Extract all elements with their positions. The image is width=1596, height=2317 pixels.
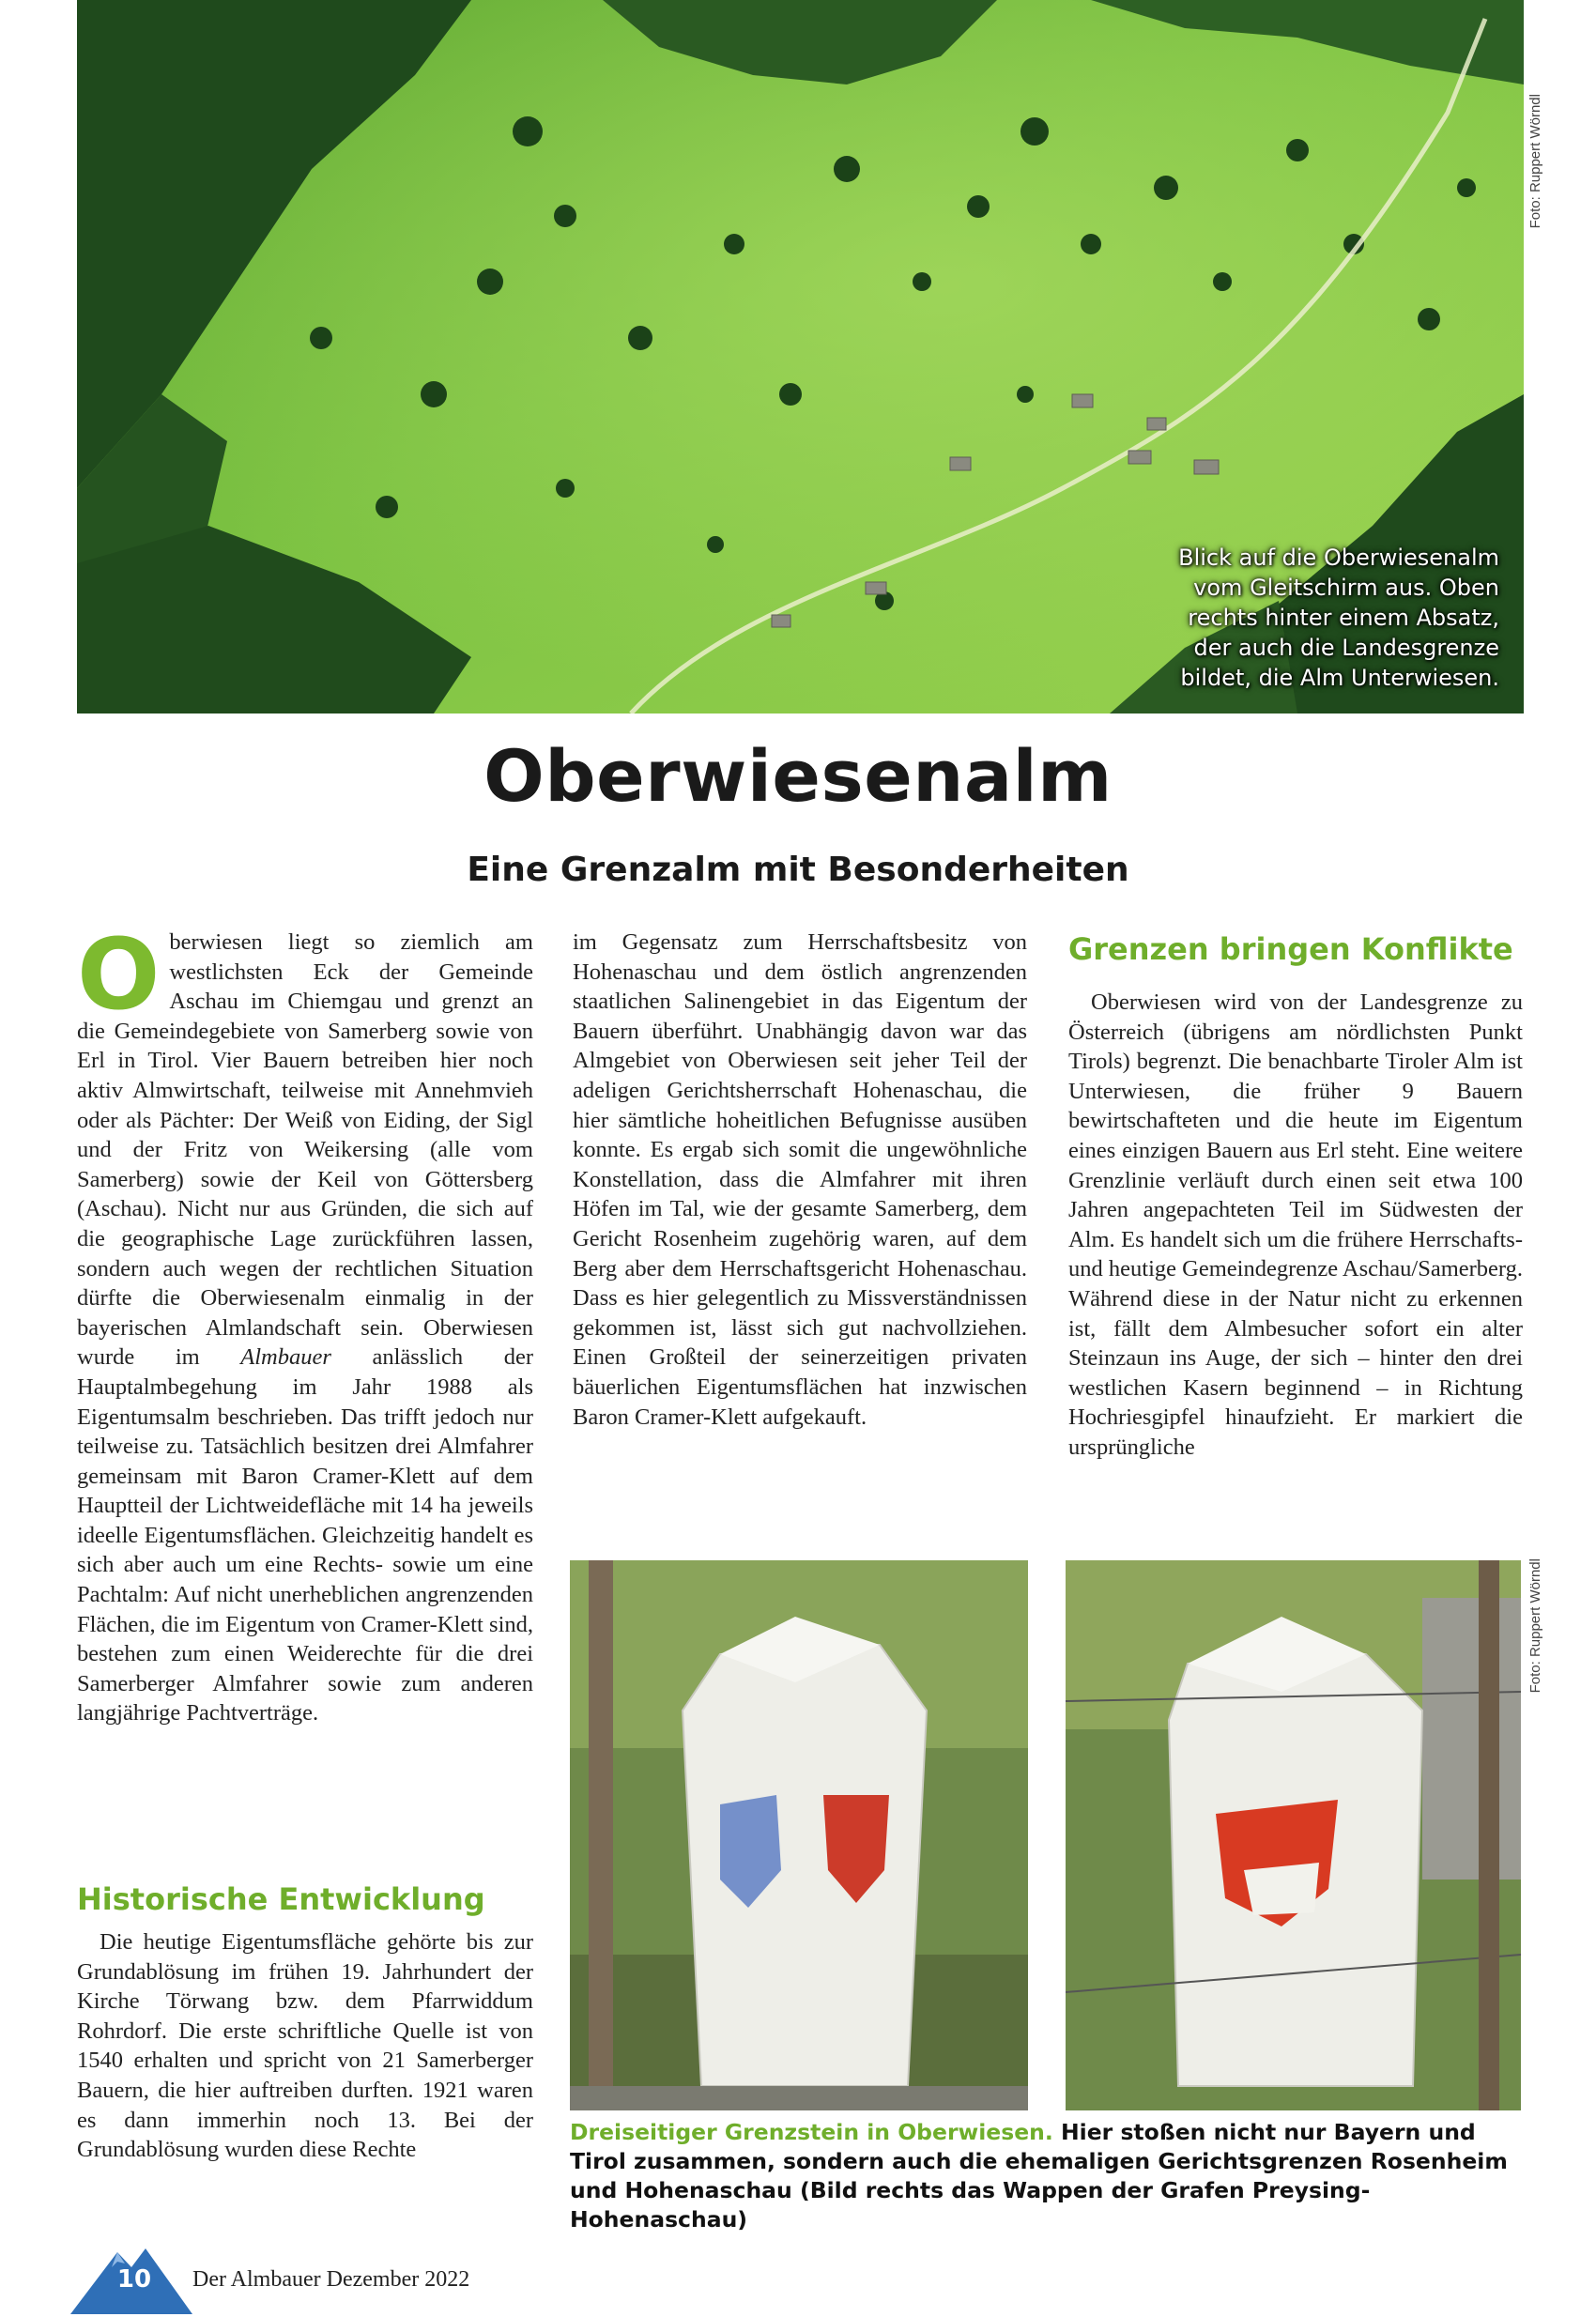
magazine-issue: Der Almbauer Dezember 2022: [192, 2267, 470, 2292]
drop-cap: O: [77, 917, 161, 1032]
page-footer: [70, 2239, 634, 2317]
hero-caption: Blick auf die Oberwiesenalm vom Gleitschirm aus. Oben rechts hinter einem Absatz, der auch die Landesgrenze bildet, die Alm Unterwiesen.: [1178, 545, 1499, 691]
boundary-stone-illustration-left: [570, 1560, 1028, 2110]
photo-credit-top: Foto: Ruppert Wörndl: [1527, 94, 1543, 229]
intro-text: berwiesen liegt so ziemlich am westlichsten Eck der Gemeinde Aschau im Chiemgau und grenzt an die Gemeindegebiete von Samerberg sowie von Erl in Tirol. Vier Bauern betreiben hier noch aktiv Almwirtschaft, teilweise mit Annehmvieh oder als Pächter: Der Weiß von Eiding, der Sigl und der Fritz von Weikersing (alle vom Samerberg) sowie der Keil von Göttersberg (Aschau). Nicht nur aus Gründen, die sich auf die geographische Lage zurückführen lassen, sondern auch wegen der rechtlichen Situation dürfte die Oberwiesenalm einmalig in der bayerischen Almlandschaft sein. Oberwiesen wurde im: [77, 929, 533, 1371]
stone-caption-highlight: Dreiseitiger Grenzstein in Oberwiesen.: [570, 2119, 1053, 2145]
boundary-stone-photo-right: [1066, 1560, 1521, 2110]
column-2: [573, 928, 1027, 1432]
intro-paragraph: [77, 917, 533, 1728]
page-number: 10: [116, 2265, 152, 2294]
section-heading-historische-entwicklung: Historische Entwicklung: [77, 1881, 485, 1917]
history-paragraph: Die heutige Eigentumsfläche gehörte bis zur Grundablösung im frühen 19. Jahrhundert der Kirche Törwang bzw. dem Pfarrwiddum Rohrdorf. Die erste schriftliche Quelle ist von 1540 erhalten und spricht von 21 Samerberger Bauern, die hier auftreiben durften. 1921 waren es dann immerhin noch 13. Bei der Grundablösung wurden diese Rechte: [77, 1929, 533, 2163]
boundary-stone-illustration-right: [1066, 1560, 1521, 2110]
photo-credit-stones: Foto: Ruppert Wörndl: [1527, 1558, 1543, 1694]
hero-photo: [77, 0, 1524, 714]
column-2-paragraph: im Gegensatz zum Herrschaftsbesitz von Hohenaschau und dem östlich angrenzenden staatlichen Salinengebiet in das Eigentum der Bauern überführt. Unabhängig davon war das Almgebiet von Oberwiesen seit jeher Teil der adeligen Gerichtsherrschaft Hohenaschau, die hier sämtliche hoheitlichen Befugnisse ausüben konnte. Es ergab sich somit die ungewöhnliche Konstellation, dass die Almfahrer mit ihren Höfen im Tal, wie der gesamte Samerberg, dem Gericht Rosenheim zugehörig waren, auf dem Berg aber dem Herrschaftsgericht Hohenaschau. Dass es hier gelegentlich zu Missverständnissen gekommen ist, lässt sich gut nachvollziehen. Einen Großteil der seinerzeitigen privaten bäuerlichen Eigentumsflächen hat inzwischen Baron Cramer-Klett aufgekauft.: [573, 929, 1027, 1430]
intro-text-rest: anlässlich der Hauptalmbegehung im Jahr 1988 als Eigentumsalm beschrieben. Das trifft jedoch nur teilweise zu. Tatsächlich besitzen drei Almfahrer gemeinsam mit Baron Cramer-Klett auf dem Hauptteil der Lichtweidefläche mit 14 ha jeweils ideelle Eigentumsflächen. Gleichzeitig handelt es sich aber auch um eine Rechts- sowie um eine Pachtalm: Auf nicht unerheblichen angrenzenden Flächen, die im Eigentum von Cramer-Klett sind, bestehen zum einen Weiderechte für die drei Samerberger Almfahrer sowie zum anderen langjährige Pachtverträge.: [77, 1344, 533, 1726]
article-title: Oberwiesenalm: [483, 734, 1113, 818]
column-3: [1068, 988, 1523, 1463]
section-heading-grenzen-bringen-konflikte: Grenzen bringen Konflikte: [1068, 931, 1513, 967]
intro-emphasis: Almbauer: [240, 1344, 331, 1371]
column-1-history: [77, 1927, 533, 2165]
boundary-stone-photo-left: [570, 1560, 1028, 2110]
column-3-paragraph: Oberwiesen wird von der Landesgrenze zu Österreich (übrigens am nördlichsten Punkt Tirols) begrenzt. Die benachbarte Tiroler Alm ist Unterwiesen, die früher 9 Bauern bewirtschafteten und die heute im Eigentum eines einzigen Bauern aus Erl steht. Eine weitere Grenzlinie verläuft durch einen seit etwa 100 Jahren angepachteten Teil im Südwesten der Alm. Es handelt sich um die frühere Herrschafts- und heutige Gemeindegrenze Aschau/Samerberg. Während diese in der Natur nicht zu erkennen ist, fällt dem Almbesucher sofort ein alter Steinzaun ins Auge, der sich – hinter den drei westlichen Kasern beginnend – in Richtung Hochriesgipfel hinaufzieht. Er markiert die ursprüngliche: [1068, 990, 1523, 1460]
stone-caption: [570, 2118, 1509, 2234]
column-1: [77, 917, 533, 1728]
article-subtitle: Eine Grenzalm mit Besonderheiten: [467, 851, 1129, 889]
stone-caption-text: Hier stoßen nicht nur Bayern und Tirol zusammen, sondern auch die ehemaligen Gerichtsgrenzen Rosenheim und Hohenaschau (Bild rechts das Wappen der Grafen Preysing-Hohenaschau): [570, 2119, 1508, 2233]
